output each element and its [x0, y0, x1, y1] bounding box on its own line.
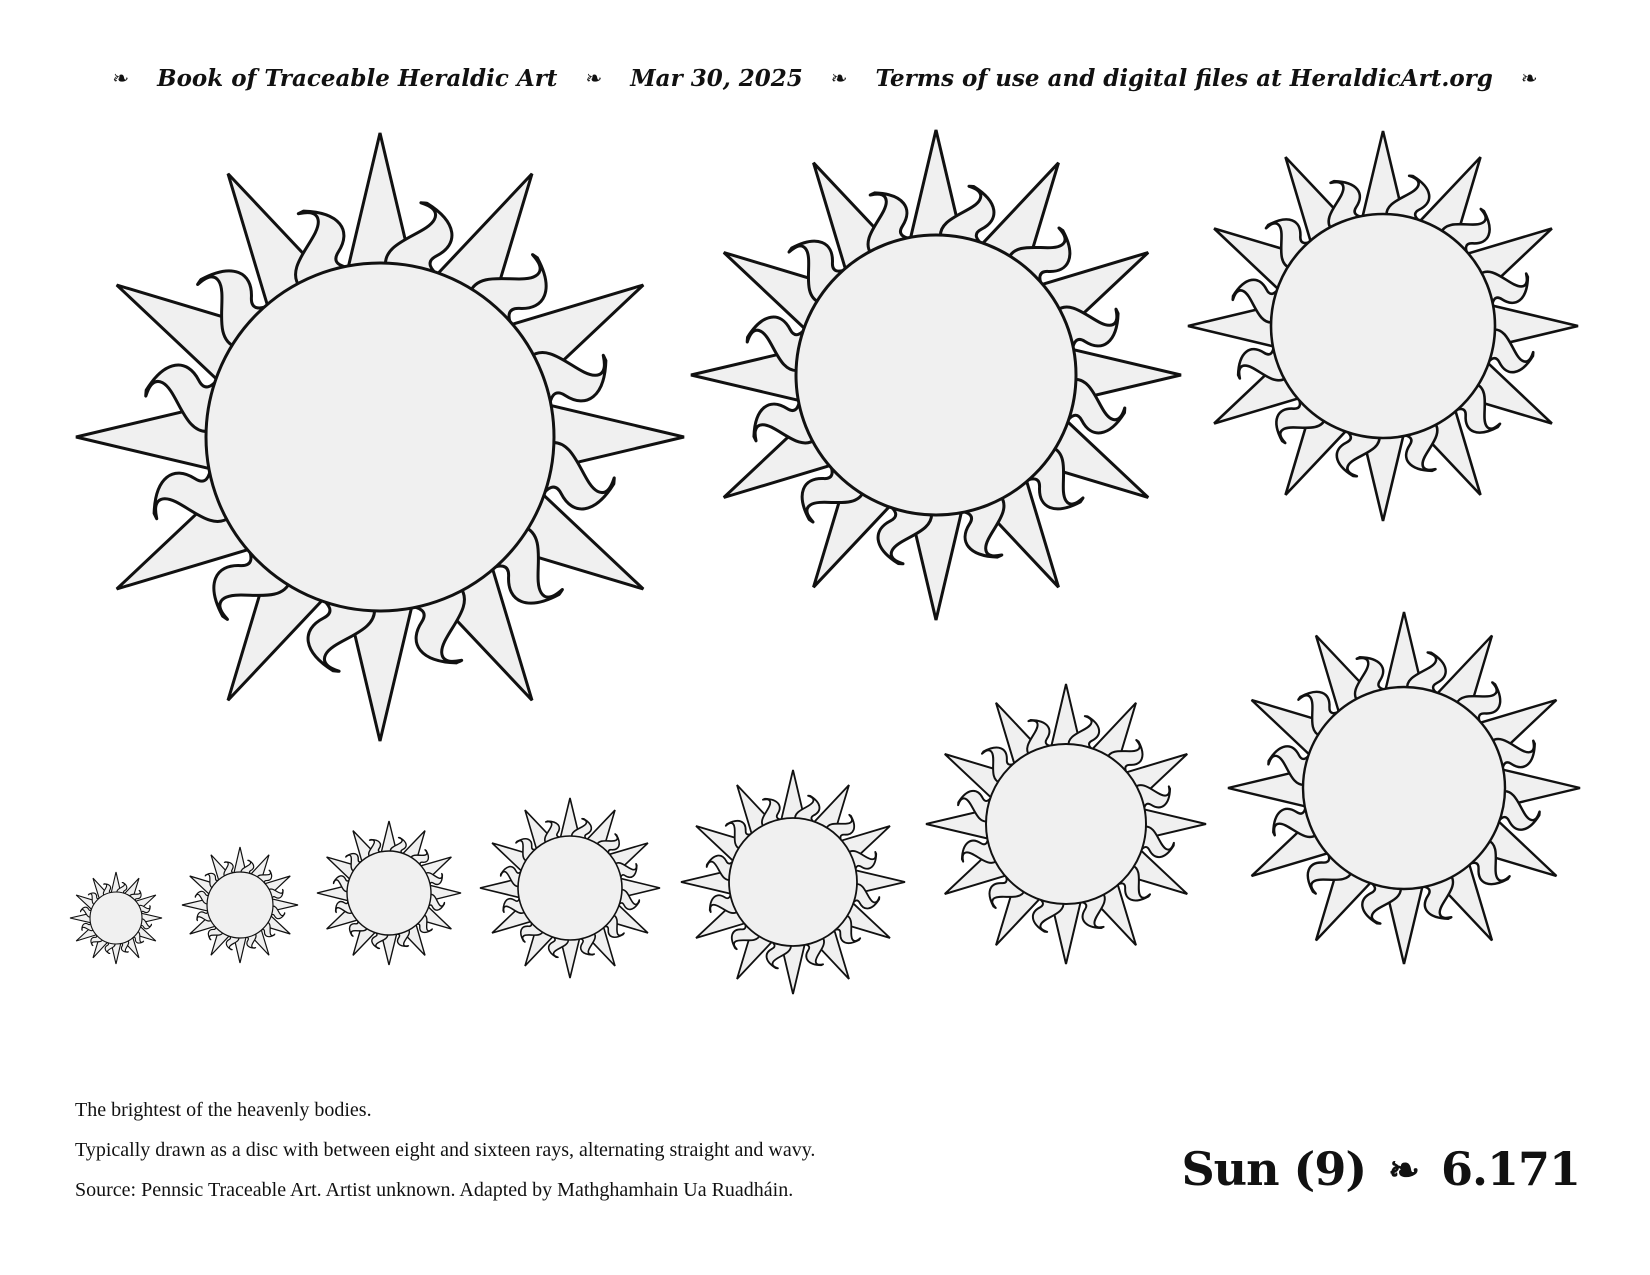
plate-name: Sun (9) — [1181, 1142, 1367, 1196]
sun-7 — [480, 798, 660, 978]
sun-8 — [317, 821, 461, 965]
sun-10 — [70, 872, 162, 964]
publication-date: Mar 30, 2025 — [630, 64, 803, 92]
fleuron-icon: ❧ — [830, 66, 848, 90]
sun-5 — [926, 684, 1206, 964]
description-line-3: Source: Pennsic Traceable Art. Artist unknown. Adapted by Mathghamhain Ua Ruadháin. — [75, 1179, 794, 1201]
sun-9 — [182, 847, 298, 963]
sun-disc — [207, 872, 273, 938]
sun-disc — [986, 744, 1146, 904]
fleuron-icon: ❧ — [585, 66, 603, 90]
sun-disc — [347, 851, 431, 935]
description-line-2: Typically drawn as a disc with between eight and sixteen rays, alternating straight and wavy. — [75, 1139, 816, 1161]
sun-disc — [1271, 214, 1495, 438]
sun-disc — [1303, 687, 1505, 889]
sun-2 — [691, 130, 1181, 620]
terms-of-use: Terms of use and digital files at HeraldicArt.org — [875, 64, 1493, 92]
sun-4 — [1228, 612, 1580, 964]
sun-disc — [90, 892, 142, 944]
fleuron-icon: ❧ — [1388, 1146, 1419, 1192]
sun-1 — [76, 133, 684, 741]
fleuron-icon: ❧ — [1520, 66, 1538, 90]
sun-3 — [1188, 131, 1578, 521]
description-line-1: The brightest of the heavenly bodies. — [75, 1099, 372, 1121]
sun-disc — [729, 818, 857, 946]
book-title: Book of Traceable Heraldic Art — [157, 64, 558, 92]
sun-disc — [518, 836, 622, 940]
plate-label — [1181, 1142, 1580, 1196]
sun-disc — [206, 263, 554, 611]
sun-disc — [796, 235, 1076, 515]
sun-6 — [681, 770, 905, 994]
plate-number: 6.171 — [1440, 1142, 1580, 1196]
fleuron-icon: ❧ — [112, 66, 130, 90]
description-block — [75, 1090, 815, 1210]
